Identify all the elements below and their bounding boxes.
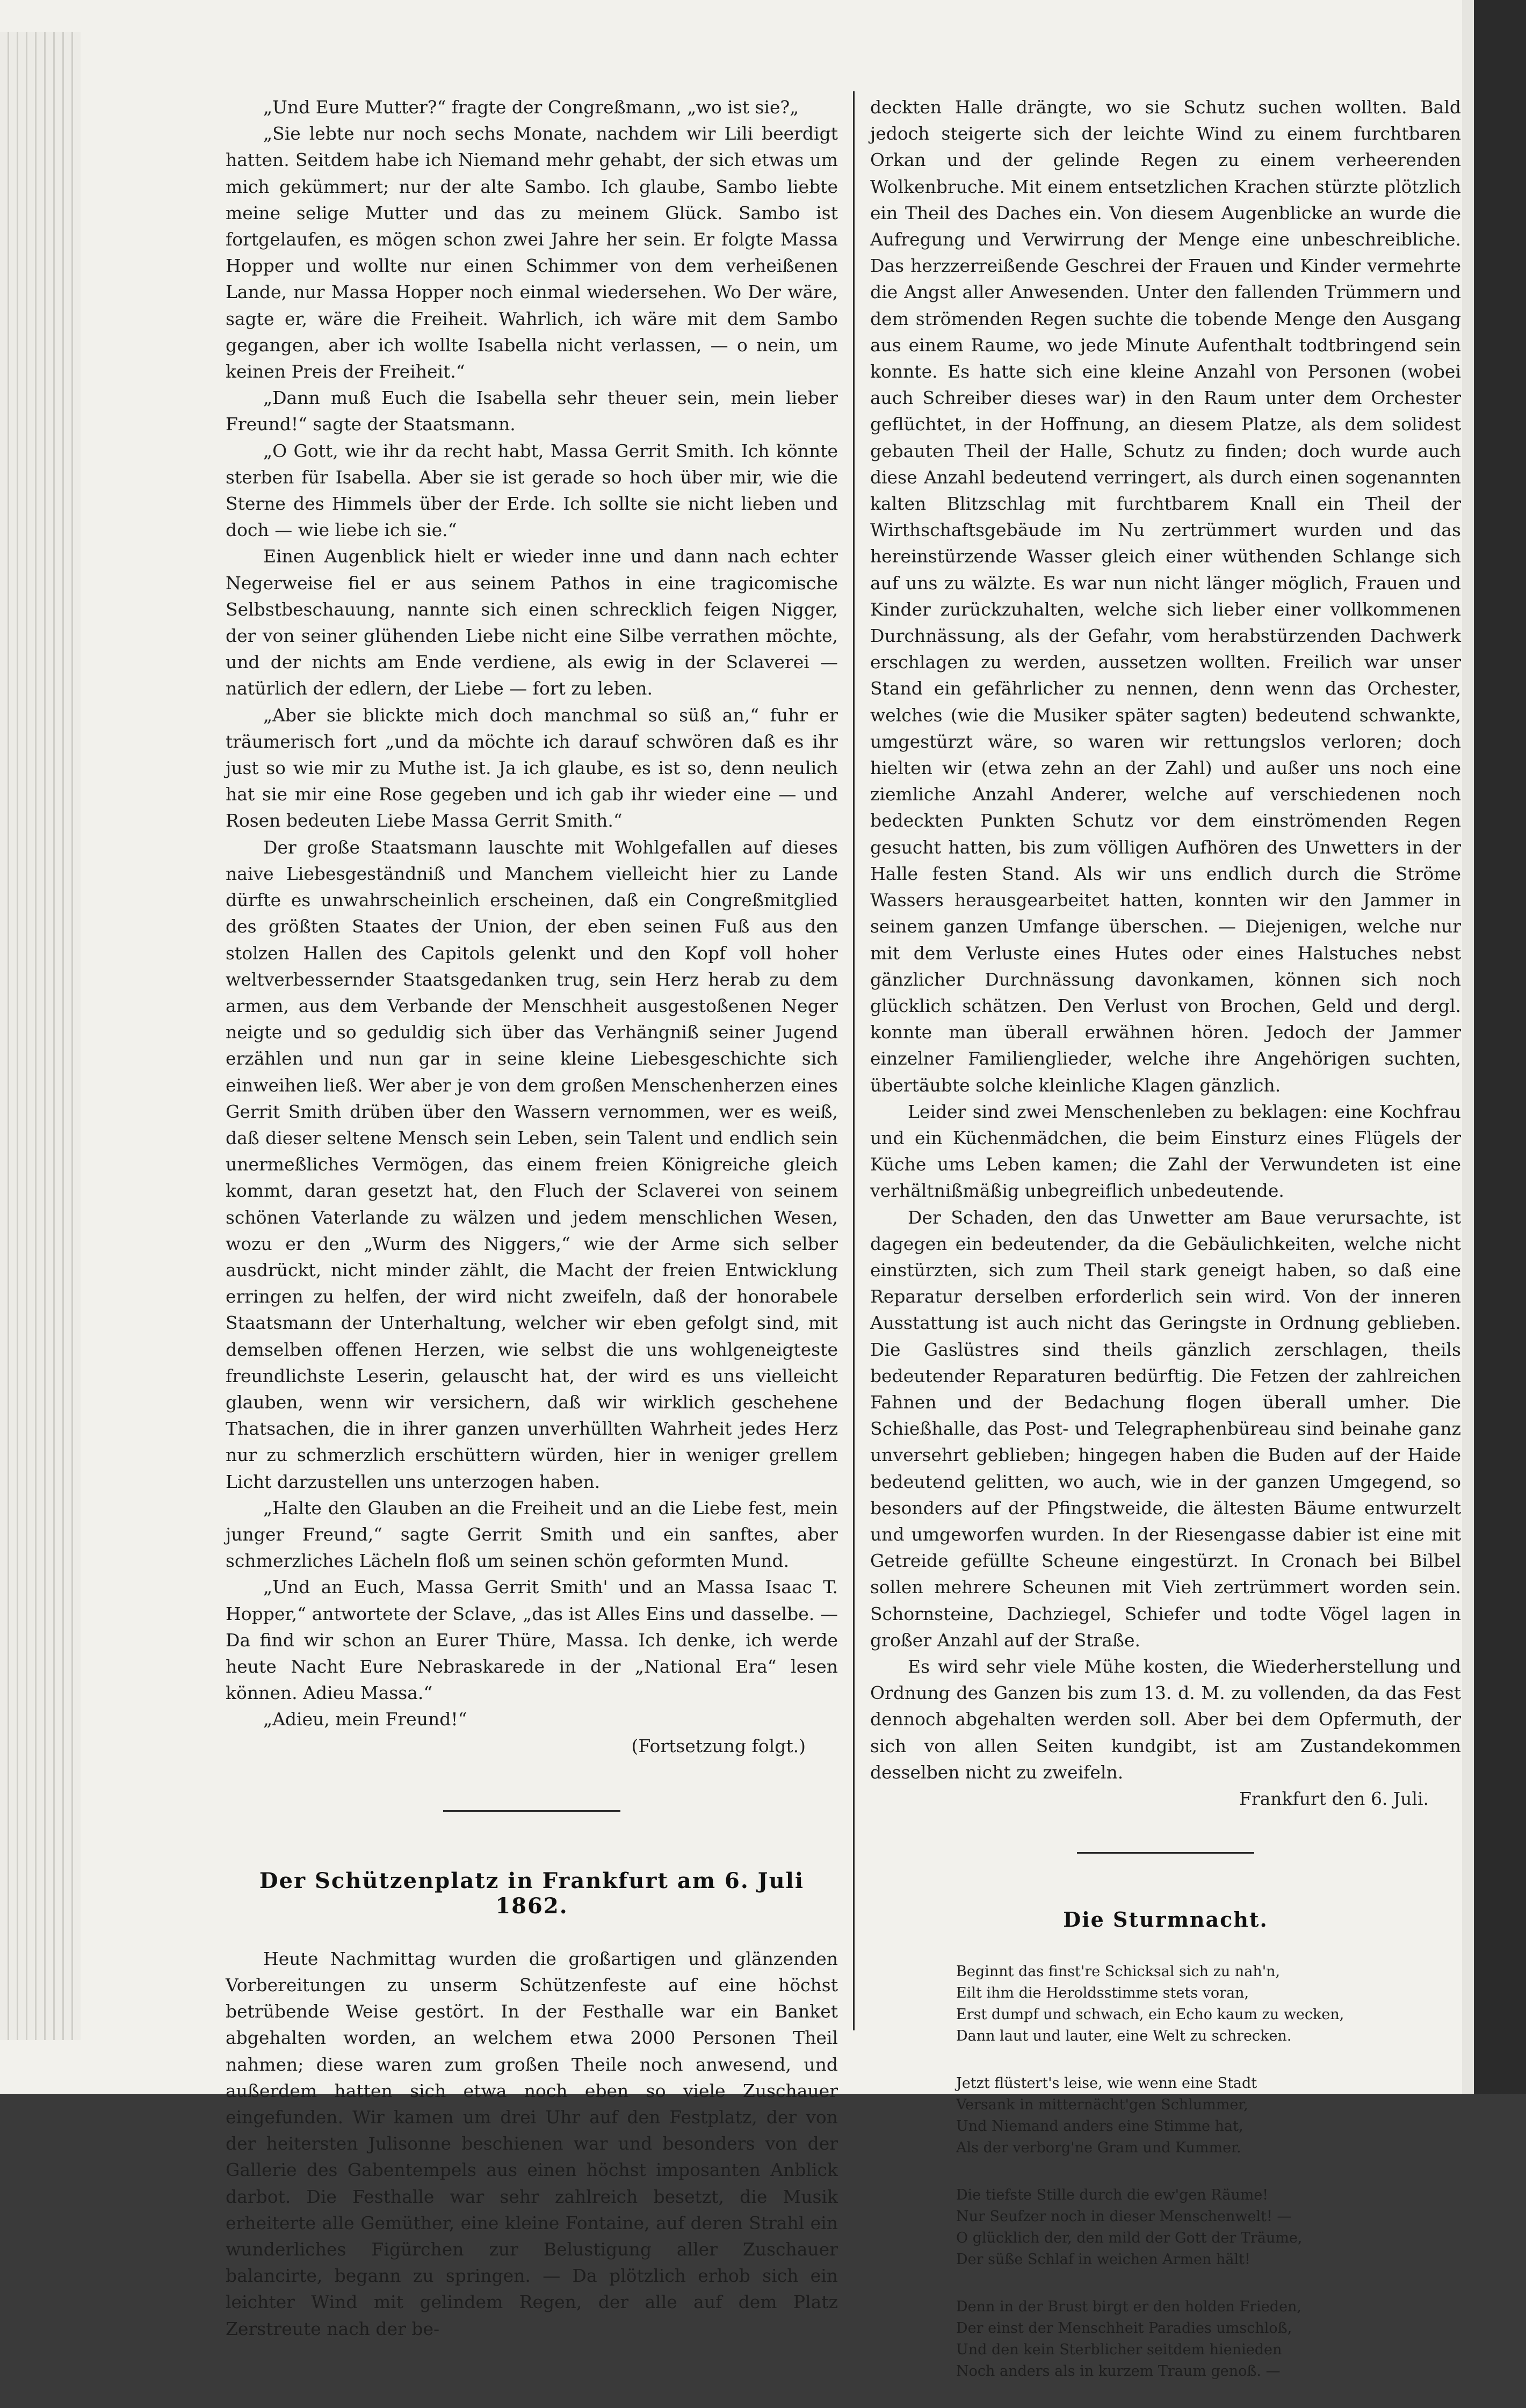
column-divider [853, 91, 855, 2030]
poem-stanza-3 [956, 2185, 1461, 2270]
poem-line: Denn in der Brust birgt er den holden Frieden, [956, 2298, 1302, 2316]
continuation-note: (Fortsetzung folgt.) [631, 1735, 806, 1756]
poem-line: Versank in mitternächt'gen Schlummer, [956, 2096, 1248, 2114]
poem-line: Und den kein Sterblicher seitdem hienieden [956, 2341, 1282, 2359]
page-edge-stack [0, 32, 81, 2040]
poem-line: Eilt ihm die Heroldsstimme stets voran, [956, 1985, 1249, 2002]
poem-line: Als der verborg'ne Gram und Kummer. [956, 2139, 1241, 2157]
poem-stanza-2 [956, 2073, 1461, 2159]
poem-line: Und Niemand anders eine Stimme hat, [956, 2118, 1243, 2135]
right-column [870, 94, 1461, 2408]
poem [956, 1961, 1461, 2382]
right-paragraph-1: deckten Halle drängte, wo sie Schutz suchen wollten. Bald jedoch steigerte sich der leichte Wind zu einem furchtbaren Orkan und der gelinde Regen zu einem verheerenden Wolkenbruche. Mit einem entsetzlichen Krachen stürzte plötzlich ein Theil des Daches ein. Von diesem Augenblicke an wurde die Aufregung und Verwirrung der Menge eine unbeschreibliche. Das herzzerreißende Geschrei der Frauen und Kinder vermehrte die Angst aller Anwesenden. Unter den fallenden Trümmern und dem strömenden Regen suchte die tobende Menge den Ausgang aus einem Raume, wo jede Minute Aufenthalt todtbringend sein konnte. Es hatte sich eine kleine Anzahl von Personen (wobei auch Schreiber dieses war) in den Raum unter dem Orchester geflüchtet, in der Hoffnung, an diesem Platze, als dem solidest gebauten Theil der Halle, Schutz zu finden; doch wurde auch diese Anzahl bedeutend verringert, als durch einen sogenannten kalten Blitzschlag mit furchtbarem Knall ein Theil der Wirthschaftsgebäude im Nu zertrümmert wurden und das hereinstürzende Wasser gleich einer wüthenden Schlange sich auf uns zu wälzte. Es war nun nicht länger möglich, Frauen und Kinder zurückzuhalten, welche sich lieber einer vollkommenen Durchnässung, als der Gefahr, vom herabstürzenden Dachwerk erschlagen zu werden, aussetzen wollten. Freilich war unser Stand ein gefährlicher zu nennen, denn wenn das Orchester, welches (wie die Musiker später sagten) bedeutend schwankte, umgestürzt wäre, so waren wir rettungslos verloren; doch hielten wir (etwa zehn an der Zahl) und außer uns noch eine ziemliche Anzahl Anderer, welche auf verschiedenen noch bedeckten Punkten Schutz vor dem einströmenden Regen gesucht hatten, bis zum völligen Aufhören des Unwetters in der Halle festen Stand. Als wir uns endlich durch die Ströme Wassers herausgearbeitet hatten, konnten wir den Jammer in seinem ganzen Umfange überschen. — Diejenigen, welche nur mit dem Verluste eines Hutes oder eines Halstuches nebst gänzlicher Durchnässung davonkamen, können sich noch glücklich schätzen. Den Verlust von Brochen, Geld und dergl. konnte man überall erwähnen hören. Jedoch der Jammer einzelner Familienglieder, welche ihre Angehörigen suchten, übertäubte solche kleinliche Klagen gänzlich. [870, 97, 1461, 1096]
page-edge-strip [1462, 0, 1474, 2094]
right-paragraph-3: Der Schaden, den das Unwetter am Baue verursachte, ist dagegen ein bedeutender, da die Gebäulichkeiten, welche nicht einstürzten, sich zum Theil stark geneigt haben, so daß eine Reparatur derselben erforderlich sein wird. Von der inneren Ausstattung ist auch nicht das Geringste in Ordnung geblieben. Die Gaslüstres sind theils gänzlich zerschlagen, theils bedeutender Reparaturen bedürftig. Die Fetzen der zahlreichen Fahnen und der Bedachung flogen überall umher. Die Schießhalle, das Post- und Telegraphenbüreau sind beinahe ganz unversehrt geblieben; hingegen haben die Buden auf der Haide bedeutend gelitten, wo auch, wie in der ganzen Umgegend, so besonders auf der Pfingstweide, die ältesten Bäume entwurzelt und umgeworfen wurden. In der Riesengasse dabier ist eine mit Getreide gefüllte Scheune eingestürzt. In Cronach bei Bilbel sollen mehrere Scheunen mit Vieh zertrümmert worden sein. Schornsteine, Dachziegel, Schiefer und todte Vögel lagen in großer Anzahl auf der Straße. [870, 1206, 1461, 1651]
left-paragraph-1: „Und Eure Mutter?“ fragte der Congreßmann, „wo ist sie?„ [263, 97, 799, 118]
left-paragraph-10: „Adieu, mein Freund!“ [263, 1709, 467, 1730]
left-column [226, 94, 838, 2342]
poem-stanza-4 [956, 2296, 1461, 2382]
right-paragraph-2: Leider sind zwei Menschenleben zu beklagen: eine Kochfrau und ein Küchenmädchen, die beim Einsturz eines Flügels der Küche ums Leben kamen; die Zahl der Verwundeten ist eine verhältnißmäßig unbegreiflich unbedeutende. [870, 1101, 1461, 1202]
section-divider [443, 1810, 620, 1812]
poem-line: Der süße Schlaf in weichen Armen hält! [956, 2251, 1250, 2268]
section-title: Der Schützenplatz in Frankfurt am 6. Juli 1862. [259, 1868, 805, 1919]
poem-line: Jetzt flüstert's leise, wie wenn eine Stadt [956, 2075, 1257, 2092]
poem-line: Dann laut und lauter, eine Welt zu schrecken. [956, 2028, 1292, 2045]
left-paragraph-2: „Sie lebte nur noch sechs Monate, nachdem wir Lili beerdigt hatten. Seitdem habe ich Niemand mehr gehabt, der sich etwas um mich gekümmert; nur der alte Sambo. Ich glaube, Sambo liebte meine selige Mutter und das zu meinem Glück. Sambo ist fortgelaufen, es mögen schon zwei Jahre her sein. Er folgte Massa Hopper und wollte nur einen Schimmer von dem verheißenen Lande, nur Massa Hopper noch einmal wiedersehen. Wo Der wäre, sagte er, wäre die Freiheit. Wahrlich, ich wäre mit dem Sambo gegangen, aber ich wollte Isabella nicht verlassen, — o nein, um keinen Preis der Freiheit.“ [226, 123, 838, 382]
poem-line: Beginnt das finst're Schicksal sich zu nah'n, [956, 1963, 1281, 1980]
poem-line: Der einst der Menschheit Paradies umschloß, [956, 2320, 1292, 2337]
poem-line: Die tiefste Stille durch die ew'gen Räume! [956, 2187, 1269, 2204]
poem-line: Noch anders als in kurzem Traum genoß. — [956, 2363, 1281, 2380]
left-paragraph-4: „O Gott, wie ihr da recht habt, Massa Gerrit Smith. Ich könnte sterben für Isabella. Aber sie ist gerade so hoch über mir, wie die Sterne des Himmels über der Erde. Ich sollte sie nicht lieben und doch — wie liebe ich sie.“ [226, 440, 838, 541]
left-paragraph-9: „Und an Euch, Massa Gerrit Smith' und an Massa Isaac T. Hopper,“ antwortete der Sclave, „das ist Alles Eins und dasselbe. — Da find wir schon an Eurer Thüre, Massa. Ich denke, ich werde heute Nacht Eure Nebraskarede in der „National Era“ lesen können. Adieu Massa.“ [226, 1577, 838, 1704]
dateline: Frankfurt den 6. Juli. [1239, 1788, 1429, 1809]
left-paragraph-3: „Dann muß Euch die Isabella sehr theuer sein, mein lieber Freund!“ sagte der Staatsmann. [226, 387, 838, 435]
left-paragraph-7: Der große Staatsmann lauschte mit Wohlgefallen auf dieses naive Liebesgeständniß und Manchem vielleicht hier zu Lande dürfte es unwahrscheinlich erscheinen, daß ein Congreßmitglied des größten Staates der Union, der eben seinen Fuß aus den stolzen Hallen des Capitols gelenkt und den Kopf voll hoher weltverbessernder Staatsgedanken trug, sein Herz herab zu dem armen, aus dem Verbande der Menschheit ausgestoßenen Neger neigte und so geduldig sich über das Verhängniß seiner Jugend erzählen und nun gar in seine kleine Liebesgeschichte sich einweihen ließ. Wer aber je von dem großen Menschenherzen eines Gerrit Smith drüben über den Wassern vernommen, wer es weiß, daß dieser seltene Mensch sein Leben, sein Talent und endlich sein unermeßliches Vermögen, das einem freien Königreiche gleich kommt, daran gesetzt hat, den Fluch der Sclaverei von seinem schönen Vaterlande zu wälzen und jedem menschlichen Wesen, wozu er den „Wurm des Niggers,“ wie der Arme sich selber ausdrückt, nicht minder zählt, die Macht der freien Entwicklung erringen zu helfen, der wird nicht zweifeln, daß der honorabele Staatsmann der Unterhaltung, welcher wir eben gefolgt sind, mit demselben offenen Herzen, wie selbst die uns wohlgeneigteste freundlichste Leserin, gelauscht hat, der wird es uns vielleicht glauben, wenn wir versichern, daß wir wirklich geschehene Thatsachen, die in ihrer ganzen unverhüllten Wahrheit jedes Herz nur zu schmerzlich erschüttern würden, hier in weniger grellem Licht darzustellen uns unterzogen haben. [226, 836, 838, 1492]
poem-line: Nur Seufzer noch in dieser Menschenwelt! — [956, 2208, 1292, 2225]
left-paragraph-5: Einen Augenblick hielt er wieder inne und dann nach echter Negerweise fiel er aus seinem Pathos in eine tragicomische Selbstbeschauung, nannte sich einen schrecklich feigen Nigger, der von seiner glühenden Liebe nicht eine Silbe verrathen möchte, und der nichts am Ende verdiene, als ewig in der Sclaverei — natürlich der edlern, der Liebe — fort zu leben. [226, 546, 838, 699]
right-paragraph-4: Es wird sehr viele Mühe kosten, die Wiederherstellung und Ordnung des Ganzen bis zum 13. d. M. zu vollenden, da das Fest dennoch abgehalten werden soll. Aber bei dem Opfermuth, der sich von allen Seiten kundgibt, ist am Zustandekommen desselben nicht zu zweifeln. [870, 1655, 1461, 1783]
poem-divider [1077, 1852, 1254, 1854]
left-paragraph-6: „Aber sie blickte mich doch manchmal so süß an,“ fuhr er träumerisch fort „und da möchte ich darauf schwören daß es ihr just so wie mir zu Muthe ist. Ja ich glaube, es ist so, denn neulich hat sie mir eine Rose gegeben und ich gab ihr wieder eine — und Rosen bedeuten Liebe Massa Gerrit Smith.“ [226, 704, 838, 831]
left-paragraph-8: „Halte den Glauben an die Freiheit und an die Liebe fest, mein junger Freund,“ sagte Gerrit Smith und ein sanftes, aber schmerzliches Lächeln floß um seinen schön geformten Mund. [226, 1497, 838, 1572]
poem-title: Die Sturmnacht. [1063, 1907, 1268, 1932]
poem-line: Erst dumpf und schwach, ein Echo kaum zu wecken, [956, 2006, 1344, 2023]
poem-line: O glücklich der, den mild der Gott der Träume, [956, 2230, 1303, 2247]
poem-stanza-1 [956, 1961, 1461, 2047]
section-paragraph-1: Heute Nachmittag wurden die großartigen und glänzenden Vorbereitungen zu unserm Schützenfeste auf eine höchst betrübende Weise gestört. In der Festhalle war ein Banket abgehalten worden, an welchem etwa 2000 Personen Theil nahmen; diese waren zum großen Theile noch anwesend, und außerdem hatten sich etwa noch eben so viele Zuschauer eingefunden. Wir kamen um drei Uhr auf den Festplatz, der von der heitersten Julisonne beschienen war und besonders von der Gallerie des Gabentempels aus einen höchst imposanten Anblick darbot. Die Festhalle war sehr zahlreich besetzt, die Musik erheiterte alle Gemüther, eine kleine Fontaine, auf deren Strahl ein wunderliches Figürchen zur Belustigung aller Zuschauer balancirte, begann zu springen. — Da plötzlich erhob sich ein leichter Wind mit gelindem Regen, der alle auf dem Platz Zerstreute nach der be- [226, 1948, 838, 2339]
